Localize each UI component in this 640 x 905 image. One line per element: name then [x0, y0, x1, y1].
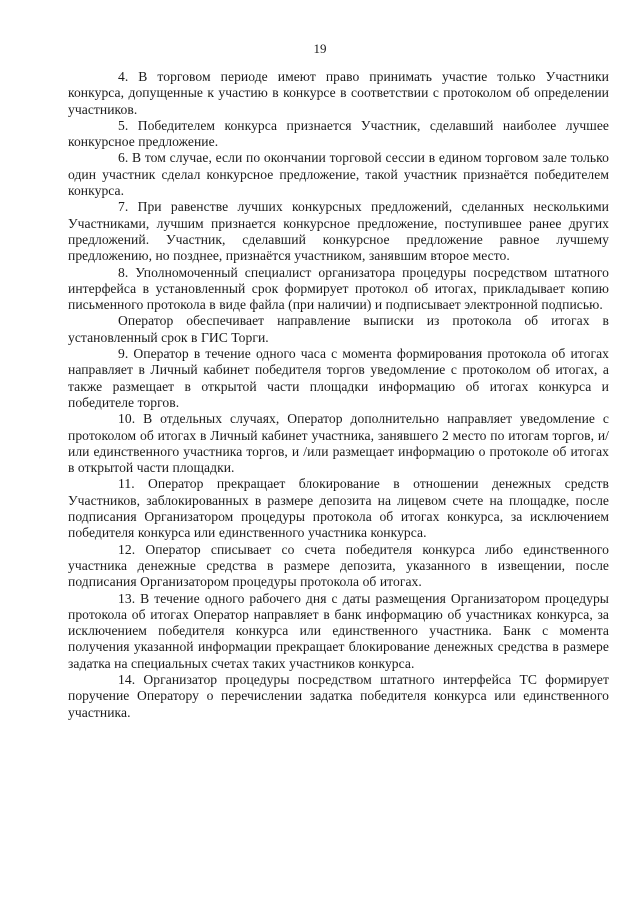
paragraph-4: 4. В торговом периоде имеют право принимать участие только Участники конкурса, допущенные к участию в конкурсе в соответствии с протоколом об определении участников. [68, 69, 609, 117]
paragraph-10: 10. В отдельных случаях, Оператор дополнительно направляет уведомление с протоколом об итогах в Личный кабинет участника, занявшего 2 место по итогам торгов, и/или единственного участника торгов, и /или размещает информацию о протоколе об итогах в открытой части площадки. [68, 411, 609, 476]
paragraph-6: 6. В том случае, если по окончании торговой сессии в едином торговом зале только один участник сделал конкурсное предложение, такой участник признаётся победителем конкурса. [68, 150, 609, 199]
document-body [68, 69, 609, 721]
paragraph-14: 14. Организатор процедуры посредством штатного интерфейса ТС формирует поручение Оператору о перечислении задатка победителя конкурса или единственного участника. [68, 671, 609, 720]
paragraph-11: 11. Оператор прекращает блокирование в отношении денежных средств Участников, заблокированных в размере депозита на лицевом счете на площадке, после подписания Организатором процедуры протокола об итогах конкурса, за исключением победителя конкурса или единственного участника конкурса. [68, 476, 609, 541]
page-number: 19 [313, 41, 327, 56]
paragraph-12: 12. Оператор списывает со счета победителя конкурса либо единственного участника денежные средства в размере депозита, указанного в извещении, после подписания Организатором процедуры протокола об итогах. [68, 541, 609, 590]
paragraph-13: 13. В течение одного рабочего дня с даты размещения Организатором процедуры протокола об итогах Оператор направляет в банк информацию об участниках конкурса, за исключением победителя конкурса или единственного участника. Банк с момента получения указанной информации прекращает блокирование денежных средства в размере задатка на специальных счетах таких участников конкурса. [68, 590, 609, 671]
paragraph-9: 9. Оператор в течение одного часа с момента формирования протокола об итогах направляет в Личный кабинет победителя торгов уведомление с протоколом об итогах, а также размещает в открытой части площадки информацию об итогах конкурса и победителе торгов. [68, 346, 609, 410]
paragraph-5: 5. Победителем конкурса признается Участник, сделавший наиболее лучшее конкурсное предложение. [68, 117, 609, 150]
paragraph-7: 7. При равенстве лучших конкурсных предложений, сделанных несколькими Участниками, лучшим признается конкурсное предложение, поступившее ранее других предложений. Участник, сделавший конкурсное предложение равное лучшему предложению, но позднее, признаётся участником, занявшим второе место. [68, 199, 609, 264]
paragraph-operator-gis: Оператор обеспечивает направление выписки из протокола об итогах в установленный срок в ГИС Торги. [68, 313, 609, 345]
paragraph-8: 8. Уполномоченный специалист организатора процедуры посредством штатного интерфейса в установленный срок формирует протокол об итогах, прикладывает копию письменного протокола в виде файла (при наличии) и подписывает электронной подписью. [68, 264, 609, 313]
